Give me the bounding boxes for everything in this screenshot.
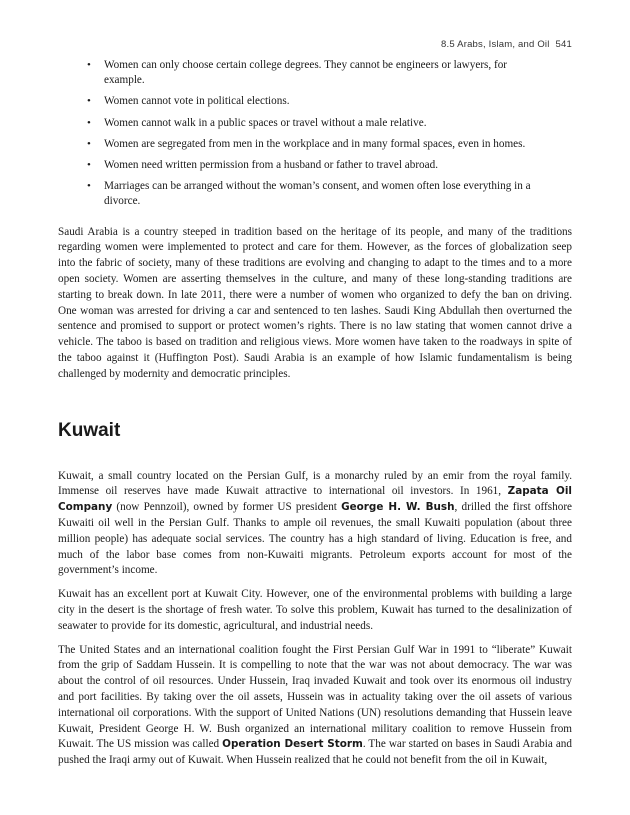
bullet-icon: • <box>87 116 91 129</box>
section-title: 8.5 Arabs, Islam, and Oil <box>441 39 550 50</box>
term-george-bush: George H. W. Bush <box>341 501 455 514</box>
bullet-icon: • <box>87 59 91 71</box>
list-item: • Women need written permission from a husband or father to travel abroad. <box>87 158 572 173</box>
running-header <box>441 39 572 50</box>
list-item: • Women are segregated from men in the workplace and in many formal spaces, even in homes. <box>87 137 572 152</box>
paragraph-gulf-war: The United States and an international coalition fought the First Persian Gulf War in 1991 to “liberate” Kuwait from the grip of Saddam Hussein. It is compelling to note that the war was not about democracy. The war was about the control of oil resources. Under Hussein, Iraq invaded Kuwait and took over its enormous oil industry and port facilities. By taking over the oil assets, Hussein was in actuality taking over the oil assets of various international oil corporations. With the support of United Nations (UN) resolutions demanding that Hussein leave Kuwait, President George H. W. Bush organized an international military coalition to remove Hussein from Kuwait. The US mission was called Operation Desert Storm. The war started on bases in Saudi Arabia and pushed the Iraqi army out of Kuwait. When Hussein realized that he could not benefit from the oil in Kuwait, <box>58 643 572 767</box>
list-item: • Marriages can be arranged without the woman’s consent, and women often lose everything in a divorce. <box>87 180 531 208</box>
bullet-icon: • <box>87 137 91 150</box>
list-item: • Women cannot vote in political elections. <box>87 94 572 109</box>
term-operation-desert-storm: Operation Desert Storm <box>222 738 363 751</box>
restrictions-list <box>58 58 572 210</box>
paragraph-kuwait-intro: Kuwait, a small country located on the Persian Gulf, is a monarchy ruled by an emir from the royal family. Immense oil reserves have made Kuwait attractive to international oil investors. In 1961, Zapata Oil Company (now Pennzoil), owned by former US president George H. W. Bush, drilled the first offshore Kuwaiti oil well in the Persian Gulf. Thanks to ample oil revenues, the small Kuwaiti population (about three million people) has adequate social services. The country has a high standard of living. Education is free, and much of the labor base comes from non-Kuwaiti migrants. Petroleum exports account for most of the government’s income. <box>58 469 573 577</box>
page-content <box>58 58 572 769</box>
term-zapata-oil: Zapata Oil Company <box>58 485 572 514</box>
bullet-icon: • <box>87 95 91 108</box>
bullet-icon: • <box>87 180 91 193</box>
paragraph-kuwait-water: Kuwait has an excellent port at Kuwait City. However, one of the environmental problems with building a large city in the desert is the shortage of fresh water. To solve this problem, Kuwait has turned to the desalinization of seawater to provide for its domestic, agricultural, and industrial needs. <box>58 588 572 632</box>
section-heading-kuwait: Kuwait <box>58 419 121 441</box>
page-number: 541 <box>555 39 572 50</box>
paragraph-saudi-arabia: Saudi Arabia is a country steeped in tradition based on the heritage of its people, and many of the traditions regarding women were implemented to protect and care for them. However, as the forces of globalization seep into the fabric of society, many of these traditions are evolving and changing to adapt to the times and to a more open society. Women are asserting themselves in the culture, and many of these long-standing traditions are starting to break down. In late 2011, there were a number of women who organized to defy the ban on driving. One woman was arrested for driving a car and sentenced to ten lashes. Saudi King Abdullah then overturned the sentence and promised to support or protect women’s rights. There is no law stating that women cannot drive a vehicle. The taboo is based on tradition and religious views. More women have taken to the roadways in spite of the taboo against it (Huffington Post). Saudi Arabia is an example of how Islamic fundamentalism is being challenged by modernity and democratic principles. <box>58 225 572 380</box>
bullet-icon: • <box>87 159 91 172</box>
list-item: • Women cannot walk in a public spaces or travel without a male relative. <box>87 116 572 131</box>
list-item: • Women can only choose certain college degrees. They cannot be engineers or lawyers, for example. <box>87 59 508 87</box>
